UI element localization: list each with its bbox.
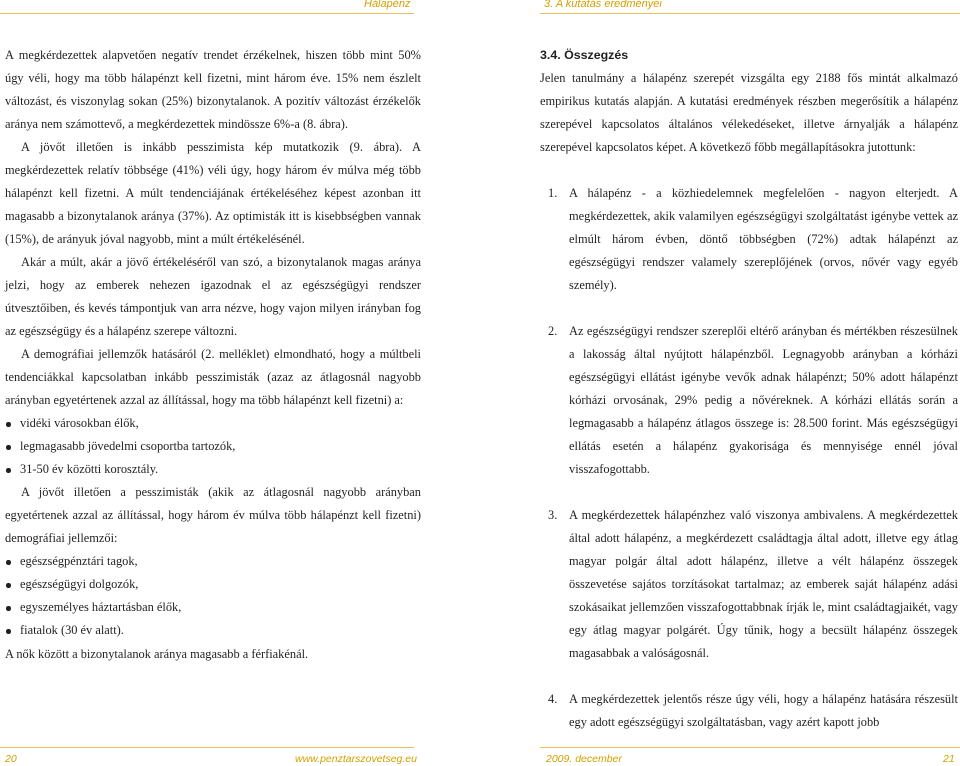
running-title-left: Hálapénz — [364, 0, 411, 10]
bullet-icon — [6, 560, 11, 565]
left-column — [5, 44, 421, 666]
bullet-list — [5, 550, 421, 642]
list-item-text: egyszemélyes háztartásban élők, — [20, 600, 182, 614]
paragraph: A megkérdezettek alapvetően negatív trendet érzékelnek, hiszen több mint 50% úgy véli, hogy ma több hálapénzt kell fizetni, mint három éve. 15% nem észlelt változást, és viszonylag sokan (25%) bizonytalanok. A pozitív változást érzékelők aránya nem számottevő, a megkérdezettek mindössze 6%-a (8. ábra). — [5, 48, 421, 131]
list-item — [5, 550, 421, 573]
finding-item — [540, 688, 958, 734]
footer-rule-left — [0, 747, 414, 748]
finding-item — [540, 320, 958, 481]
page-number-right: 21 — [943, 753, 955, 765]
list-item-text: fiatalok (30 év alatt). — [20, 623, 124, 637]
footer-rule-right — [540, 747, 960, 748]
list-item-text: egészségügyi dolgozók, — [20, 577, 139, 591]
bullet-icon — [6, 468, 11, 473]
list-item — [5, 458, 421, 481]
section-heading: 3.4. Összegzés — [540, 48, 629, 62]
list-item-text: legmagasabb jövedelmi csoportba tartozók, — [20, 439, 236, 453]
finding-item — [540, 504, 958, 665]
list-item — [5, 596, 421, 619]
list-item — [5, 619, 421, 642]
right-column — [540, 44, 958, 757]
paragraph: Akár a múlt, akár a jövő értékeléséről van szó, a bizonytalanok magas aránya jelzi, hogy az emberek nehezen igazodnak el az egészségügyi rendszer útvesztőiben, és kevés támpontjuk van arra nézve, hogy vajon milyen irányban fog az egészségügy és a hálapénz szerepe változni. — [5, 255, 421, 338]
issue-date: 2009. december — [546, 753, 622, 765]
finding-item — [540, 182, 958, 297]
paragraph: A jövőt illetően is inkább pesszimista kép mutatkozik (9. ábra). A megkérdezettek relatív többsége (41%) véli úgy, hogy három év múlva még több hálapénzt kell fizetni. A múlt tendenciájának értékeléséhez képest azonban itt magasabb a bizonytalanok aránya (37%). Az optimisták itt is kisebbségben vannak (15%), de arányuk jóval nagyobb, mint a múlt értékelésénél. — [5, 140, 421, 246]
paragraph: A jövőt illetően a pesszimisták (akik az átlagosnál nagyobb arányban egyetértenek azzal az állítással, hogy három év múlva több hálapénzt kell fizetni) demográfiai jellemzői: — [5, 485, 421, 545]
finding-text: Az egészségügyi rendszer szereplői eltérő arányban és mértékben részesülnek a lakosság által nyújtott hálapénzből. Legnagyobb arányban a kórházi egészségügyi ellátást igénybe vevők adnak hálapénzt; 50% adott hálapénzt kórházi orvosának, 29% pedig a nővéreknek. A kórházi ellátás során a legmagasabb a hálapénz átlagos összege is: 28.500 forint. Más egészségügyi ellátás esetén a hálapénz gyakorisága és mennyisége ennél jóval visszafogottabb. — [569, 324, 958, 476]
finding-number: 1. — [548, 186, 558, 200]
paragraph: A demográfiai jellemzők hatásáról (2. melléklet) elmondható, hogy a múltbeli tendenciákkal kapcsolatban inkább pesszimisták (azaz az átlagosnál nagyobb arányban egyetértenek azzal az állítással, hogy ma több hálapénzt kell fizetni) a: — [5, 347, 421, 407]
paragraph: Jelen tanulmány a hálapénz szerepét vizsgálta egy 2188 fős mintát alkalmazó empirikus kutatás alapján. A kutatási eredmények részben megerősítik a hálapénz szerepével kapcsolatos általános vélekedéseket, illetve árnyalják a hálapénz szerepével kapcsolatos képet. A következő főbb megállapításokra jutottunk: — [540, 71, 958, 154]
list-item — [5, 435, 421, 458]
findings-list — [540, 182, 958, 734]
list-item-text: 31-50 év közötti korosztály. — [20, 462, 159, 476]
finding-text: A megkérdezettek hálapénzhez való viszonya ambivalens. A megkérdezettek által adott hálapénz, a megkérdezett családtagja által adott, illetve egy átlag magyar polgár által adott hálapénz, illetve a vélt hálapénz összegek összevetése sajátos torzításokat tartalmaz; az emberek saját hálapénz adási szokásaikat jellemzően visszafogottabbnak írják le, mint családtagjaikét, vagy egy átlag magyar polgárét. Úgy tűnik, hogy a becsült hálapénz összegek magasabbak a valóságosnál. — [569, 508, 958, 660]
finding-number: 4. — [548, 692, 558, 706]
header-rule-left — [0, 13, 414, 14]
page-number-left: 20 — [5, 753, 17, 765]
finding-number: 3. — [548, 508, 558, 522]
bullet-icon — [6, 422, 11, 427]
bullet-list — [5, 412, 421, 481]
bullet-icon — [6, 606, 11, 611]
bullet-icon — [6, 445, 11, 450]
list-item — [5, 573, 421, 596]
running-title-right: 3. A kutatás eredményei — [544, 0, 662, 10]
website-link[interactable]: www.penztarszovetseg.eu — [295, 753, 417, 765]
finding-text: A megkérdezettek jelentős része úgy véli, hogy a hálapénz hatására részesült egy adott egészségügyi szolgáltatásban, vagy azért kapott jobb — [569, 692, 958, 729]
list-item-text: egészségpénztári tagok, — [20, 554, 138, 568]
finding-number: 2. — [548, 324, 558, 338]
finding-text: A hálapénz - a közhiedelemnek megfelelően - nagyon elterjedt. A megkérdezettek, akik valamilyen egészségügyi szolgáltatást igénybe vettek az elmúlt három évben, döntő többségben (72%) adtak hálapénzt az egészségügyi rendszer valamely szereplőjének (orvos, nővér vagy egyéb személy). — [569, 186, 958, 292]
bullet-icon — [6, 629, 11, 634]
spacer — [540, 159, 958, 182]
header-rule-right — [540, 13, 960, 14]
list-item — [5, 412, 421, 435]
page-footer — [0, 744, 960, 766]
paragraph: A nők között a bizonytalanok aránya magasabb a férfiakénál. — [5, 647, 309, 661]
bullet-icon — [6, 583, 11, 588]
page-header — [0, 0, 960, 14]
list-item-text: vidéki városokban élők, — [20, 416, 139, 430]
